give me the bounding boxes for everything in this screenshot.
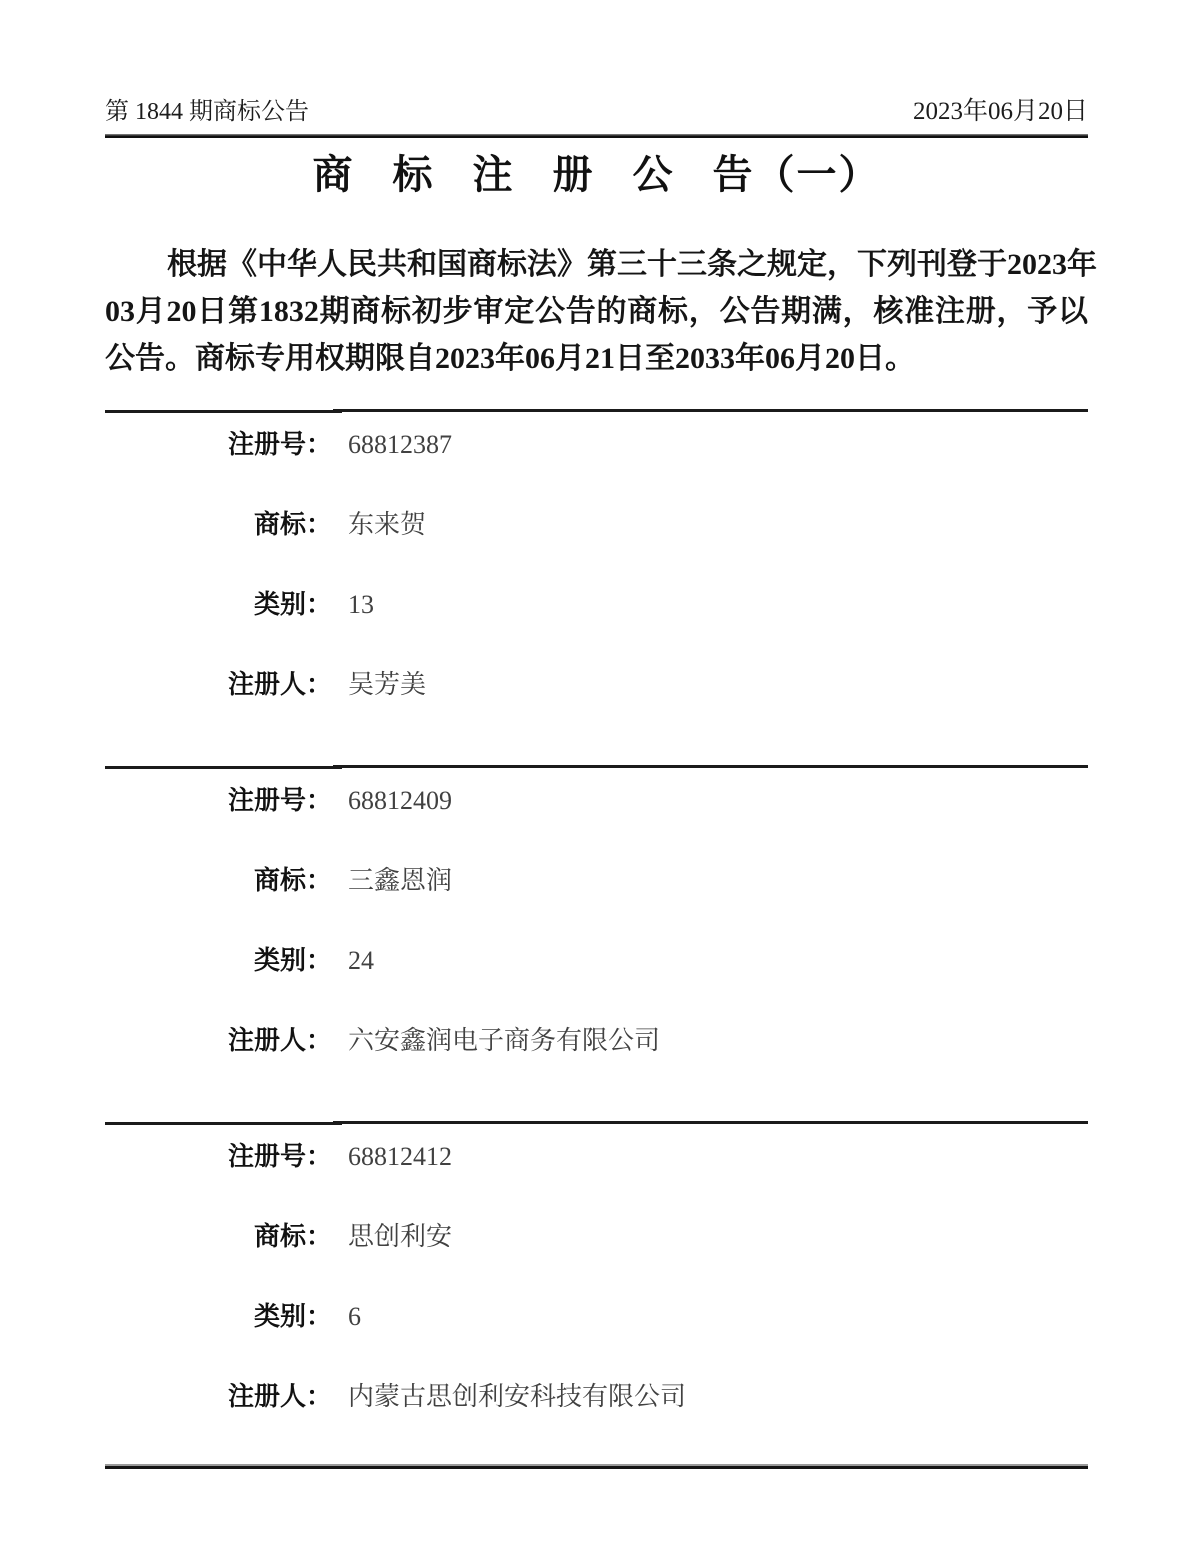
intro-line: 根据《中华人民共和国商标法》第三十三条之规定，下列刊登于2023年	[167, 248, 1097, 281]
category-value: 24	[348, 946, 374, 975]
field-row-reg-no	[105, 428, 1088, 508]
field-row-category	[105, 944, 1088, 1024]
field-row-reg-no	[105, 784, 1088, 864]
reg-no-value: 68812409	[348, 786, 452, 815]
header-rule	[105, 134, 1088, 138]
trademark-label: 商标：	[253, 866, 332, 895]
intro-paragraph	[105, 241, 1097, 382]
trademark-label: 商标：	[253, 510, 332, 539]
trademark-value: 思创利安	[348, 1222, 453, 1251]
registrant-value: 六安鑫润电子商务有限公司	[348, 1026, 661, 1055]
record-separator	[105, 1121, 1088, 1125]
page-content	[105, 97, 1097, 1469]
field-row-trademark	[105, 508, 1088, 588]
category-value: 6	[348, 1302, 361, 1331]
field-row-trademark	[105, 1220, 1088, 1300]
reg-no-value: 68812387	[348, 430, 452, 459]
separator-segment	[333, 409, 1088, 412]
record-separator	[105, 409, 1088, 413]
trademark-value: 东来贺	[348, 510, 427, 539]
registrant-value: 吴芳美	[348, 670, 427, 699]
registrant-label: 注册人：	[227, 670, 332, 699]
trademark-record	[105, 769, 1088, 1121]
field-row-category	[105, 1300, 1088, 1380]
trademark-record	[105, 413, 1088, 765]
field-row-category	[105, 588, 1088, 668]
separator-segment	[333, 1121, 1088, 1124]
registrant-label: 注册人：	[227, 1382, 332, 1411]
field-row-reg-no	[105, 1140, 1088, 1220]
field-row-registrant	[105, 668, 1088, 765]
separator-segment	[333, 765, 1088, 768]
field-row-registrant	[105, 1024, 1088, 1121]
reg-no-label: 注册号：	[227, 1142, 332, 1171]
reg-no-value: 68812412	[348, 1142, 452, 1171]
trademark-value: 三鑫恩润	[348, 866, 453, 895]
field-row-registrant	[105, 1380, 1088, 1464]
trademark-label: 商标：	[253, 1222, 332, 1251]
separator-segment	[105, 766, 342, 769]
intro-line: 公告。商标专用权期限自2023年06月21日至2033年06月20日。	[105, 342, 915, 375]
reg-no-label: 注册号：	[227, 786, 332, 815]
category-value: 13	[348, 590, 374, 619]
separator-segment	[105, 1122, 342, 1125]
category-label: 类别：	[253, 946, 332, 975]
category-label: 类别：	[253, 590, 332, 619]
gazette-issue-label: 第 1844 期商标公告	[105, 99, 309, 125]
gazette-date-label: 2023年06月20日	[912, 98, 1088, 125]
page-header	[105, 97, 1088, 127]
separator-segment	[105, 410, 342, 413]
registrant-value: 内蒙古思创利安科技有限公司	[348, 1382, 687, 1411]
trademark-record	[105, 1125, 1088, 1464]
category-label: 类别：	[253, 1302, 332, 1331]
page-title: 商 标 注 册 公 告（一）	[312, 152, 881, 197]
record-separator	[105, 765, 1088, 769]
bottom-rule	[105, 1464, 1088, 1469]
reg-no-label: 注册号：	[227, 430, 332, 459]
intro-line: 03月20日第1832期商标初步审定公告的商标，公告期满，核准注册，予以	[105, 295, 1088, 328]
field-row-trademark	[105, 864, 1088, 944]
registrant-label: 注册人：	[227, 1026, 332, 1055]
